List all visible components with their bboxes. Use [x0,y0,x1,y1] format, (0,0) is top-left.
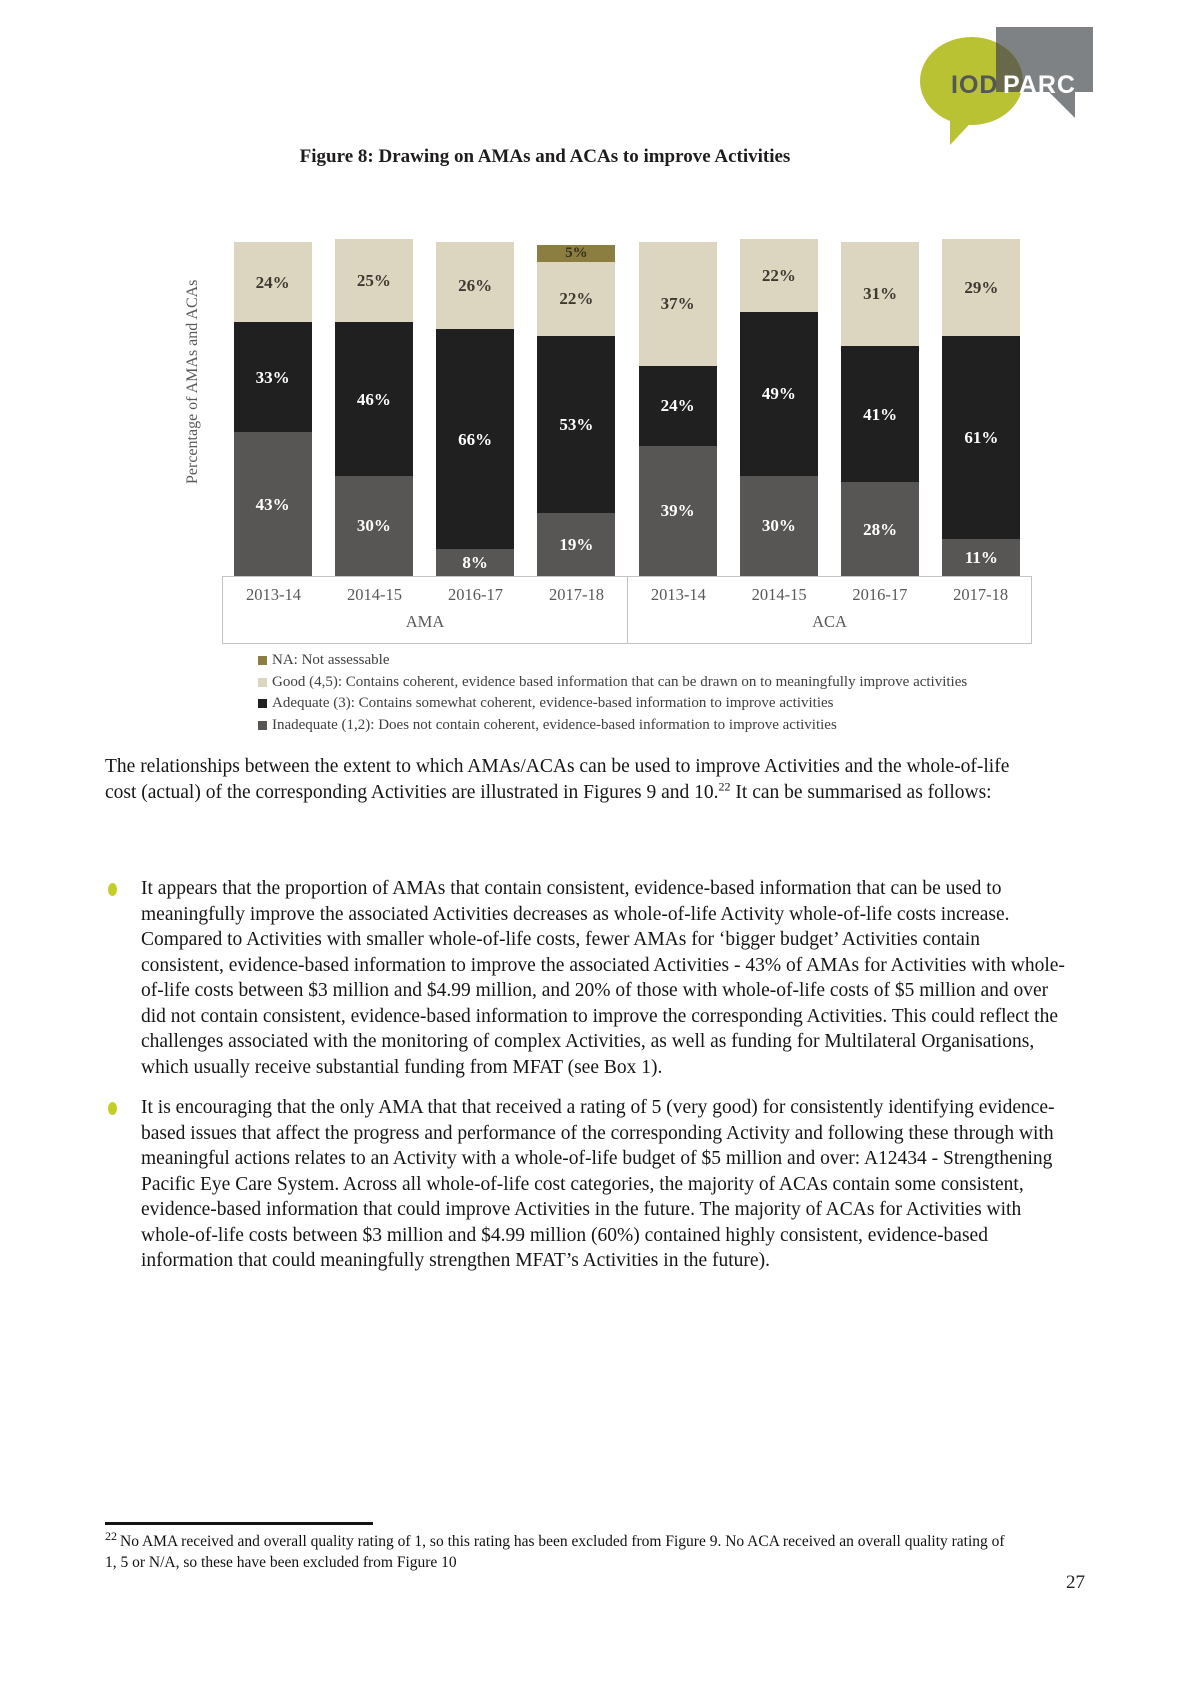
bar-value-label: 22% [559,289,594,309]
bar-segment [335,322,413,476]
bar-value-label: 61% [964,427,999,447]
bar-segment [234,322,312,432]
bar-value-label: 22% [761,265,796,285]
bar-segment [335,476,413,576]
bar-segment [639,366,717,446]
bar-slot [222,242,323,576]
axis-year-label: 2014-15 [751,584,807,604]
bar-segment [537,336,615,513]
bar-segment [740,476,818,576]
logo-text-iod: IOD [951,71,999,99]
footnote-marker: 22 [105,1528,117,1543]
bar-segment [639,242,717,366]
bar-segment [942,336,1020,540]
footnote-separator [105,1522,373,1525]
axis-year-label: 2013-14 [246,584,301,604]
legend-item [258,693,967,715]
chart-x-axis [222,576,1032,644]
axis-year-label: 2017-18 [549,584,604,604]
bar-value-label: 5% [565,245,588,262]
legend-label: Inadequate (1,2): Does not contain coherent, evidence-based information to improve activities [272,716,837,733]
bar-slot [526,245,627,576]
bar-value-label: 28% [863,519,898,539]
bar-value-label: 24% [660,396,695,416]
bar-value-label: 31% [863,284,898,304]
axis-group [627,577,1031,643]
bullet-text: It appears that the proportion of AMAs that contain consistent, evidence-based information that can be used to meaningfully improve the associated Activities decreases as whole-of-life Activity whole-of-life costs increase. Compared to Activities with smaller whole-of-life costs, fewer AMAs for ‘bigger budget’ Activities contain consistent, evidence-based information to improve the associated Activities - 43% of AMAs for Activities with whole-of-life costs between $3 million and $4.99 million, and 20% of those with whole-of-life costs of $5 million and over did not contain consistent, evidence-based information to improve the corresponding Activities. This could reflect the challenges associated with the monitoring of complex Activities, as well as funding for Multilateral Organisations, which usually receive substantial funding from MFAT (see Box 1). [141,878,1065,1078]
bar-segment [841,482,919,576]
bullet-text: It is encouraging that the only AMA that that received a rating of 5 (very good) for consistently identifying evidence-based issues that affect the progress and performance of the corresponding Activity and following these through with meaningful actions relates to an Activity with a whole-of-life budget of $5 million and over: A12434 - Strengthening Pacific Eye Care System. Across all whole-of-life cost categories, the majority of ACAs contain some consistent, evidence-based information that could improve Activities in the future. The majority of ACAs for Activities with whole-of-life costs between $3 million and $4.99 million (60%) contained highly consistent, evidence-based information that could meaningfully strengthen MFAT’s Activities in the future). [141,1097,1055,1271]
bar-value-label: 66% [458,429,493,449]
bar-value-label: 46% [356,389,391,409]
legend-label: Adequate (3): Contains somewhat coherent, evidence-based information to improve activities [272,695,834,712]
footnote-reference: 22 [718,779,731,793]
stacked-bar [436,242,514,576]
bar-segment [436,549,514,576]
bar-slot [627,242,728,576]
bar-value-label: 37% [660,294,695,314]
logo-text-parc: PARC [1003,71,1076,99]
bar-value-label: 30% [761,516,796,536]
chart-y-axis-label: Percentage of AMAs and ACAs [184,279,201,485]
bar-segment [234,432,312,576]
axis-year-row [223,577,627,612]
axis-group [223,577,627,643]
bar-slot [728,239,829,576]
bar-segment [234,242,312,322]
chart-legend [258,650,967,736]
bar-value-label: 53% [559,414,594,434]
legend-swatch-icon [258,721,267,730]
legend-item [258,715,967,737]
bar-value-label: 24% [255,272,290,292]
bar-segment [639,446,717,576]
bullet-list [105,876,1067,1289]
bullet-icon [108,883,117,896]
bar-value-label: 26% [458,275,493,295]
intro-text-after: It can be summarised as follows: [730,781,992,803]
stacked-bar [537,245,615,576]
bar-value-label: 33% [255,367,290,387]
bullet-icon [108,1102,117,1115]
bar-slot [323,239,424,576]
stacked-bar [942,239,1020,576]
axis-year-row [628,577,1031,612]
bullet-item [105,1095,1067,1274]
legend-swatch-icon [258,699,267,708]
bar-segment [942,239,1020,336]
bar-value-label: 43% [255,494,290,514]
page-number: 27 [1066,1572,1085,1593]
bar-value-label: 49% [761,384,796,404]
bar-segment [942,539,1020,576]
bar-segment [841,242,919,346]
axis-group-label: ACA [812,612,847,631]
bar-segment [841,346,919,483]
stacked-bar [639,242,717,576]
legend-label: NA: Not assessable [272,652,390,669]
bar-value-label: 41% [863,404,898,424]
legend-item [258,650,967,672]
bar-value-label: 8% [462,553,488,573]
bar-segment [740,239,818,312]
bar-segment [436,329,514,549]
bar-value-label: 19% [559,534,594,554]
axis-year-label: 2017-18 [953,584,1009,604]
bar-slot [830,242,931,576]
legend-swatch-icon [258,656,267,665]
bar-value-label: 25% [356,270,391,290]
bar-slot [931,239,1032,576]
bar-segment [537,262,615,335]
bar-value-label: 30% [356,516,391,536]
axis-year-label: 2014-15 [347,584,402,604]
chart-bars [222,242,1032,576]
bar-value-label: 11% [964,548,998,568]
axis-year-label: 2013-14 [650,584,706,604]
footnote [105,1528,1013,1573]
stacked-bar [740,239,818,576]
bar-slot [425,242,526,576]
bar-segment [740,312,818,476]
figure-title: Figure 8: Drawing on AMAs and ACAs to improve Activities [299,146,791,167]
bar-segment [537,245,615,262]
iod-parc-logo [920,27,1105,145]
footnote-text: No AMA received and overall quality rating of 1, so this rating has been excluded from Figure 9. No ACA received an overall quality rating of 1, 5 or N/A, so these have been excluded from Figure 10 [105,1533,1005,1571]
legend-label: Good (4,5): Contains coherent, evidence based information that can be drawn on to meaningfully improve activities [272,673,968,690]
axis-year-label: 2016-17 [852,584,908,604]
bar-segment [537,513,615,576]
legend-swatch-icon [258,678,267,687]
axis-year-label: 2016-17 [448,584,503,604]
bar-value-label: 29% [964,277,999,297]
legend-item [258,672,967,694]
bar-segment [436,242,514,329]
bar-value-label: 39% [660,501,695,521]
logo-lime-tail [950,113,980,145]
bar-segment [335,239,413,323]
intro-paragraph [105,754,1023,805]
intro-text: The relationships between the extent to which AMAs/ACAs can be used to improve Activities and the whole-of-life cost (actual) of the corresponding Activities are illustrated in Figures 9 and 10. [105,756,1010,803]
stacked-bar [335,239,413,576]
stacked-bar [841,242,919,576]
bullet-item [105,876,1067,1080]
axis-group-label: AMA [405,612,445,631]
stacked-bar [234,242,312,576]
